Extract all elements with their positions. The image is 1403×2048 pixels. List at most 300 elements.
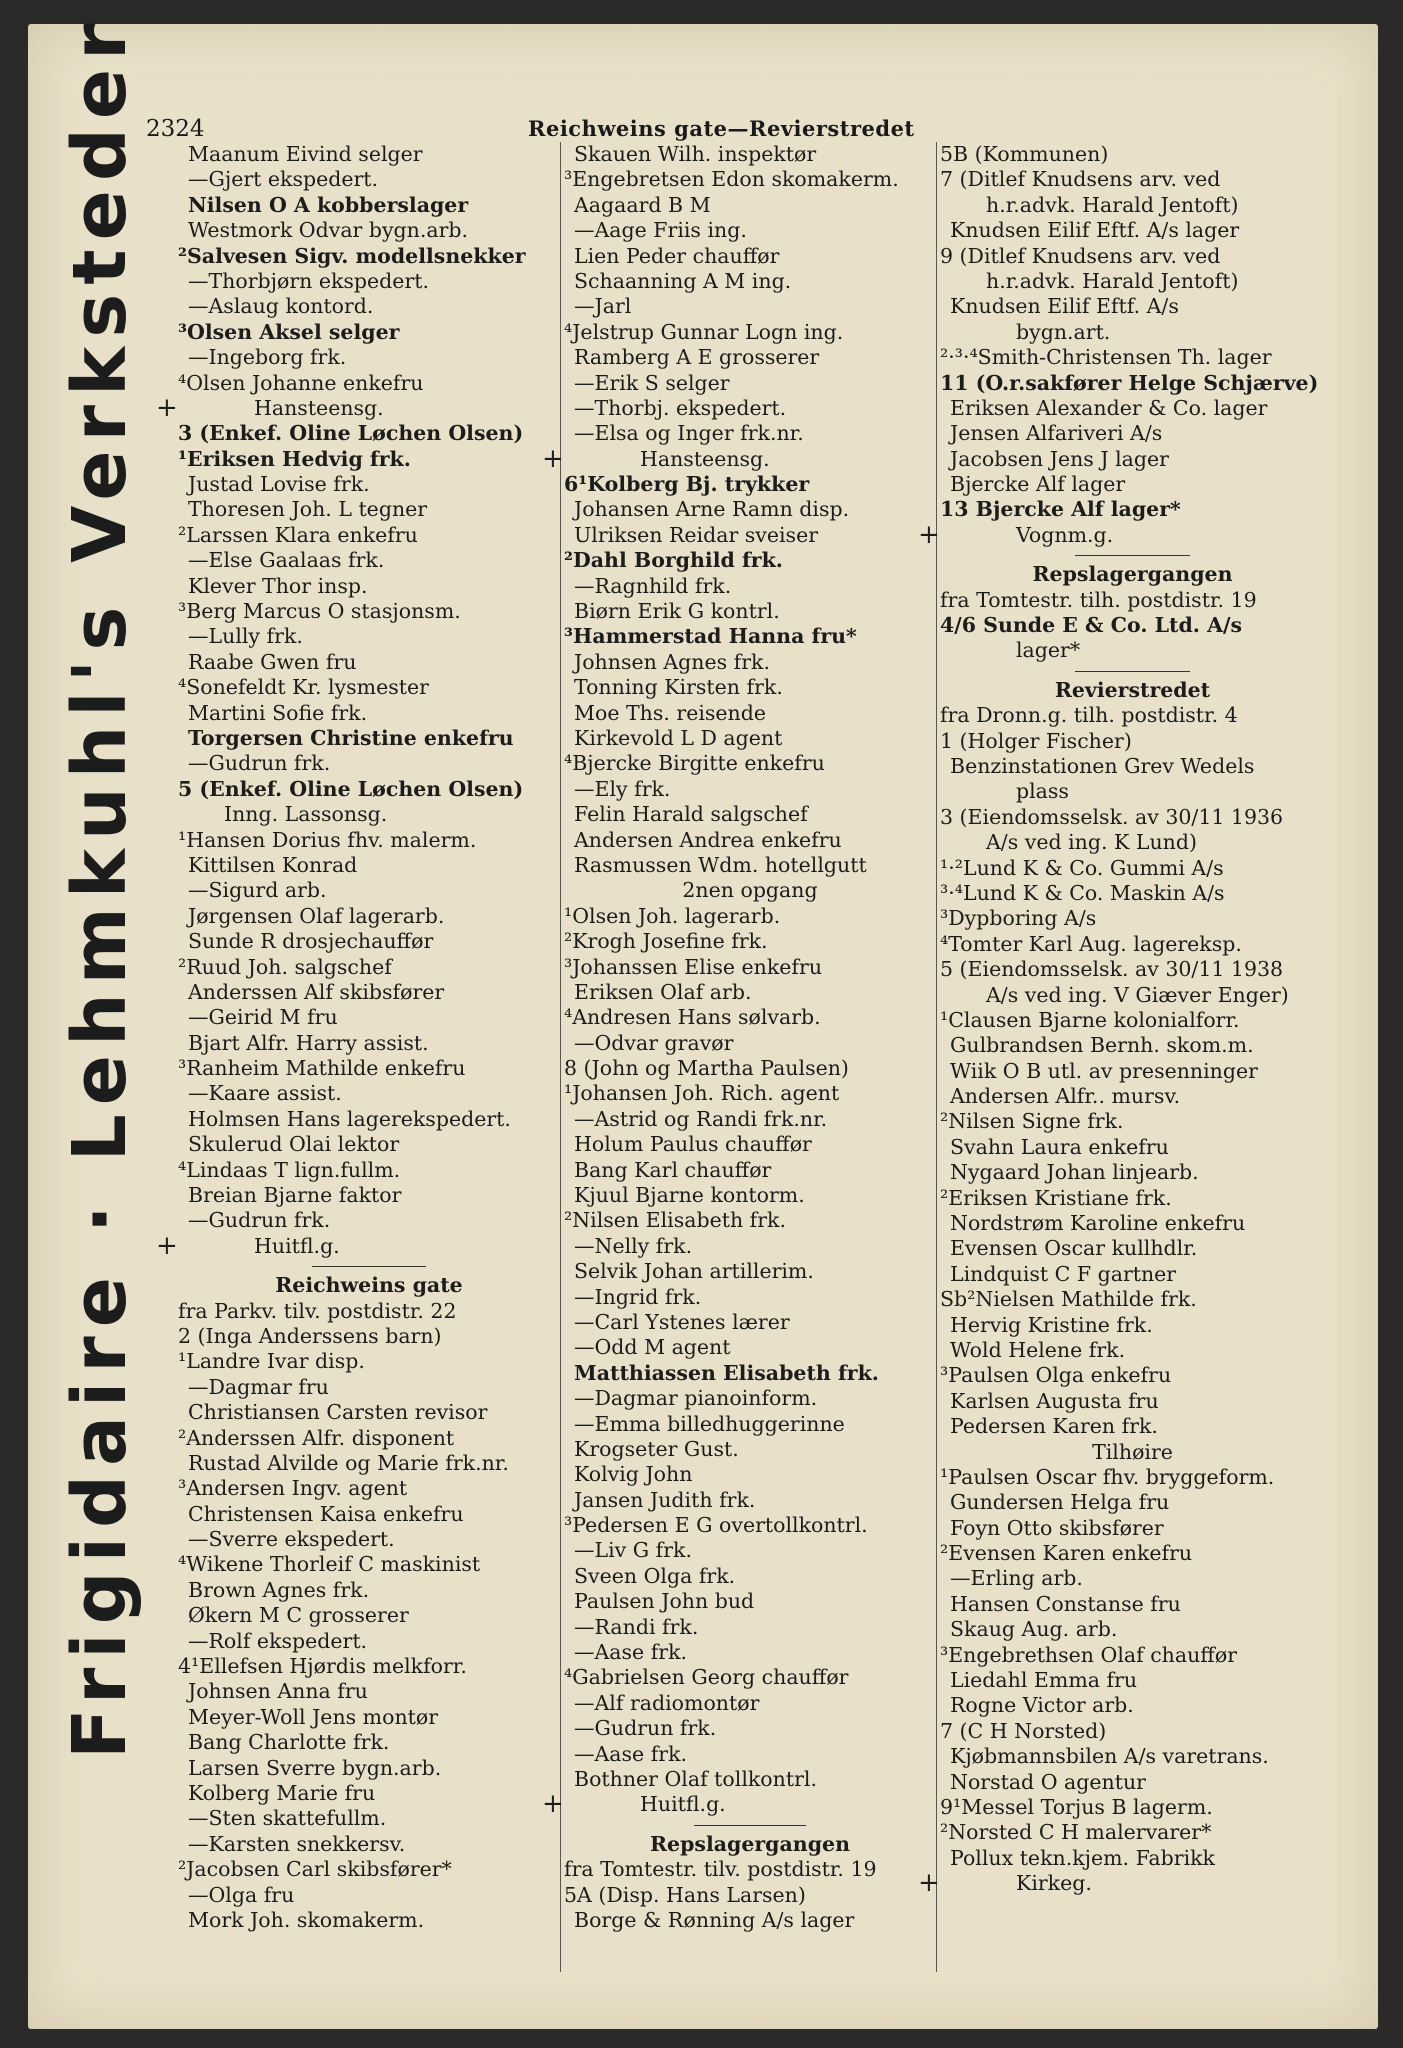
directory-entry [178,1654,560,1679]
directory-entry [564,1056,936,1081]
directory-entry [940,1693,1325,1718]
directory-entry [564,1005,936,1030]
street-heading [940,678,1325,703]
directory-entry [940,1363,1325,1388]
directory-entry [940,1109,1325,1134]
directory-entry [940,142,1325,167]
entry-text: 7 (C H Norsted) [940,1718,1107,1743]
directory-entry [940,588,1325,613]
entry-text: Mork Joh. skomakerm. [188,1907,425,1932]
directory-entry [940,1719,1325,1744]
street-heading [564,1832,936,1857]
entry-text: Schaanning A M ing. [574,268,792,293]
entry-text: ²Evensen Karen enkefru [940,1541,1193,1566]
entry-text: —Gjert ekspedert. [188,167,379,192]
directory-entry [564,929,936,954]
entry-text: plass [1016,779,1069,804]
entry-text: ²Ruud Joh. salgschef [178,954,392,979]
directory-entry [564,726,936,751]
entry-text: ⁴Tomter Karl Aug. lagereksp. [940,931,1242,956]
entry-text: —Gudrun frk. [188,751,331,776]
directory-entry [178,1349,560,1374]
entry-text: 7 (Ditlef Knudsens arv. ved [940,167,1221,192]
entry-text: Pollux tekn.kjem. Fabrikk [950,1845,1215,1870]
directory-entry [564,1310,936,1335]
entry-text: 5B (Kommunen) [940,142,1109,166]
directory-entry [564,244,936,269]
directory-entry [940,754,1325,779]
directory-entry [940,1389,1325,1414]
entry-text: —Randi frk. [574,1614,699,1639]
entry-text: ¹·²Lund K & Co. Gummi A/s [940,855,1224,880]
entry-text: 2 (Inga Anderssens barn) [178,1323,442,1348]
entry-text: —Geirid M fru [188,1005,338,1030]
directory-entry [940,1643,1325,1668]
entry-text: Paulsen John bud [574,1589,755,1614]
directory-entry [178,1603,560,1628]
directory-entry [178,218,560,243]
page-title: Reichweins gate—Revierstredet [528,116,915,141]
directory-entry [564,1488,936,1513]
entry-text: ²Nilsen Elisabeth frk. [564,1208,786,1233]
entry-text: 6¹Kolberg Bj. trykker [564,472,810,497]
directory-entry [940,1770,1325,1795]
directory-entry [564,802,936,827]
entry-text: Thoresen Joh. L tegner [188,497,428,522]
entry-text: Nilsen O A kobberslager [188,192,469,217]
entry-text: Wiik O B utl. av presenninger [950,1058,1258,1083]
entry-text: Martini Sofie frk. [188,700,368,725]
directory-entry [178,1552,560,1577]
directory-entry [178,1679,560,1704]
entry-text: Repslagergangen [1032,562,1233,587]
entry-text: ⁴Sonefeldt Kr. lysmester [178,675,429,700]
directory-entry [178,1883,560,1908]
street-heading [940,562,1325,587]
directory-entry [178,345,560,370]
cross-street-icon: + [156,1230,178,1261]
entry-text: ³Engebretsen Edon skomakerm. [564,167,899,192]
directory-entry [940,1008,1325,1033]
entry-text: Biørn Erik G kontrl. [574,599,780,624]
directory-entry [564,472,936,497]
directory-entry [940,1566,1325,1591]
directory-entry [940,371,1325,396]
section-divider [178,1259,560,1273]
entry-text: Moe Ths. reisende [574,700,767,725]
entry-text: ²Eriksen Kristiane frk. [940,1185,1172,1210]
entry-text: ¹Paulsen Oscar fhv. bryggeform. [940,1464,1275,1489]
entry-text: Tonning Kirsten frk. [574,675,783,700]
entry-text: h.r.advk. Harald Jentoft) [986,192,1239,217]
directory-entry [542,443,936,474]
entry-text: Kirkeg. [1016,1871,1092,1896]
entry-text: Revierstredet [1054,677,1211,702]
directory-entry [564,1716,936,1741]
column-3 [918,142,1325,1899]
entry-text: 4¹Ellefsen Hjørdis melkforr. [178,1654,467,1679]
entry-text: ²·³·⁴Smith-Christensen Th. lager [940,345,1272,370]
entry-text: ³Pedersen E G overtollkontrl. [564,1513,868,1538]
directory-entry [178,1132,560,1157]
entry-text: Jørgensen Olaf lagerarb. [188,903,445,928]
entry-text: Felin Harald salgschef [574,802,808,827]
directory-entry [178,371,560,396]
directory-entry [940,193,1325,218]
entry-text: Andersen Alfr.. mursv. [950,1084,1181,1109]
directory-entry [940,396,1325,421]
entry-text: Brown Agnes frk. [188,1577,370,1602]
column-1 [156,142,560,1933]
entry-text: Sveen Olga frk. [574,1563,736,1588]
entry-text: Hervig Kristine frk. [950,1312,1153,1337]
directory-entry [564,1437,936,1462]
entry-text: Rogne Victor arb. [950,1693,1134,1718]
entry-text: Rasmussen Wdm. hotellgutt [574,852,867,877]
entry-text: Lien Peder chauffør [574,243,780,268]
entry-text: Matthiassen Elisabeth frk. [574,1360,879,1385]
directory-entry [178,1857,560,1882]
directory-entry [156,392,560,423]
entry-text: Borge & Rønning A/s lager [574,1907,855,1932]
entry-text: —Erling arb. [950,1566,1083,1591]
directory-entry [564,269,936,294]
entry-text: Breian Bjarne faktor [188,1183,402,1208]
entry-text: Økern M C grosserer [188,1603,409,1628]
entry-text: ²Dahl Borghild frk. [564,548,783,573]
column-2 [542,142,936,1933]
street-heading [178,1273,560,1298]
directory-entry [178,650,560,675]
entry-text: Nordstrøm Karoline enkefru [950,1211,1246,1236]
directory-entry [564,1081,936,1106]
directory-entry [564,1031,936,1056]
directory-entry [178,1629,560,1654]
entry-text: 5 (Enkef. Oline Løchen Olsen) [178,776,524,801]
directory-entry [564,1132,936,1157]
directory-entry [940,447,1325,472]
directory-entry [940,856,1325,881]
directory-entry [564,675,936,700]
directory-entry [564,421,936,446]
cross-street-icon: + [542,443,564,474]
entry-text: Kirkevold L D agent [574,725,783,750]
directory-entry [178,904,560,929]
directory-entry [178,269,560,294]
entry-text: Hansen Constanse fru [950,1591,1181,1616]
entry-text: fra Tomtestr. tilh. postdistr. 19 [940,587,1257,612]
directory-entry [940,1795,1325,1820]
directory-entry [178,1832,560,1857]
directory-entry [564,955,936,980]
directory-entry [178,574,560,599]
entry-text: —Jarl [574,294,632,319]
entry-text: A/s ved ing. K Lund) [986,830,1197,855]
directory-entry [178,294,560,319]
entry-text: Rustad Alvilde og Marie frk.nr. [188,1450,509,1475]
entry-text: Bjart Alfr. Harry assist. [188,1030,429,1055]
entry-text: —Carl Ystenes lærer [574,1309,790,1334]
directory-entry [564,777,936,802]
directory-entry [564,1615,936,1640]
entry-text: Gundersen Helga fru [950,1490,1170,1515]
directory-entry [564,497,936,522]
entry-text: —Elsa og Inger frk.nr. [574,421,804,446]
entry-text: Tilhøire [1092,1439,1173,1464]
entry-text: Meyer-Woll Jens montør [188,1704,439,1729]
directory-entry [940,218,1325,243]
entry-text: Jansen Judith frk. [574,1487,756,1512]
entry-text: —Karsten snekkersv. [188,1831,406,1856]
section-divider [940,548,1325,562]
directory-entry [564,1386,936,1411]
directory-entry [940,1135,1325,1160]
directory-entry [940,1516,1325,1541]
entry-text: —Dagmar pianoinform. [574,1386,818,1411]
entry-text: fra Dronn.g. tilh. postdistr. 4 [940,703,1238,728]
directory-entry [564,1640,936,1665]
sidebar-advert [40,14,160,1804]
entry-text: —Aage Friis ing. [574,218,747,243]
entry-text: Skulerud Olai lektor [188,1132,400,1157]
directory-entry [178,1578,560,1603]
entry-text: ³Paulsen Olga enkefru [940,1363,1172,1388]
entry-text: ⁴Bjercke Birgitte enkefru [564,751,825,776]
directory-entry [178,751,560,776]
directory-entry [940,983,1325,1008]
directory-entry [178,701,560,726]
entry-text: 1 (Holger Fischer) [940,728,1132,753]
entry-text: Huitfl.g. [254,1233,340,1258]
entry-text: Norstad O agentur [950,1769,1146,1794]
directory-entry [564,599,936,624]
entry-text: ³·⁴Lund K & Co. Maskin A/s [940,880,1225,905]
entry-text: Sb²Nielsen Mathilde frk. [940,1287,1197,1312]
directory-entry [178,167,560,192]
entry-text: Bothner Olaf tollkontrl. [574,1767,817,1791]
entry-text: Reichweins gate [275,1273,463,1298]
directory-entry [940,1617,1325,1642]
directory-entry [564,294,936,319]
entry-text: Andersen Andrea enkefru [574,827,842,852]
entry-text: ¹Eriksen Hedvig frk. [178,446,411,471]
directory-entry [564,904,936,929]
entry-text: Christensen Kaisa enkefru [188,1501,464,1526]
directory-entry [178,193,560,218]
entry-text: ³Dypboring A/s [940,906,1097,931]
entry-text: ¹Johansen Joh. Rich. agent [564,1081,840,1106]
entry-text: Nygaard Johan linjearb. [950,1160,1199,1185]
entry-text: Evensen Oscar kullhdlr. [950,1236,1198,1261]
directory-entry [940,805,1325,830]
entry-text: Ulriksen Reidar sveiser [574,522,819,547]
directory-entry [940,1744,1325,1769]
directory-entry [178,472,560,497]
directory-entry [564,523,936,548]
entry-text: ²Salvesen Sigv. modellsnekker [178,243,526,268]
entry-text: ⁴Olsen Johanne enkefru [178,370,424,395]
directory-entry [564,1285,936,1310]
entry-text: —Lully frk. [188,624,303,649]
entry-text: —Erik S selger [574,370,730,395]
entry-text: 8 (John og Martha Paulsen) [564,1056,849,1081]
directory-entry [178,1400,560,1425]
directory-entry [940,1211,1325,1236]
directory-entry [178,1426,560,1451]
entry-text: ³Ranheim Mathilde enkefru [178,1056,466,1081]
directory-entry [178,929,560,954]
directory-entry [178,548,560,573]
entry-text: fra Parkv. tilv. postdistr. 22 [178,1298,457,1323]
directory-entry [940,345,1325,370]
directory-entry [178,675,560,700]
entry-text: Selvik Johan artillerim. [574,1259,814,1284]
entry-text: Ramberg A E grosserer [574,345,820,370]
directory-entry [564,1883,936,1908]
entry-text: 5 (Eiendomsselsk. av 30/11 1938 [940,957,1284,982]
entry-text: h.r.advk. Harald Jentoft) [986,268,1239,293]
entry-text: —Rolf ekspedert. [188,1628,368,1653]
directory-entry [564,1158,936,1183]
directory-entry [564,345,936,370]
entry-text: —Sten skattefullm. [188,1806,387,1831]
directory-entry [564,1335,936,1360]
advert-text: Frigidaire · Lehmkuhl's Verksteder [57,14,143,1759]
directory-entry [178,828,560,853]
directory-entry [564,878,936,903]
directory-entry [940,1084,1325,1109]
directory-entry [178,447,560,472]
directory-entry [940,497,1325,522]
directory-entry [178,244,560,269]
entry-text: Holmsen Hans lagerekspedert. [188,1106,511,1131]
entry-text: Christiansen Carsten revisor [188,1400,488,1425]
directory-entry [178,1299,560,1324]
directory-entry [940,1236,1325,1261]
entry-text: Klever Thor insp. [188,573,368,598]
entry-text: —Thorbjørn ekspedert. [188,268,429,293]
directory-entry [918,1868,1325,1899]
entry-text: Jacobsen Jens J lager [950,446,1169,471]
entry-text: bygn.art. [1016,319,1111,344]
entry-text: Kittilsen Konrad [188,852,358,877]
directory-entry [564,1857,936,1882]
entry-text: Aagaard B M [574,192,711,217]
entry-text: 2nen opgang [682,878,818,903]
entry-text: Hansteensg. [640,446,770,471]
entry-text: Benzinstationen Grev Wedels [950,753,1255,778]
entry-text: Knudsen Eilif Eftf. A/s lager [950,218,1240,243]
cross-street-icon: + [542,1789,564,1820]
entry-text: ³Hammerstad Hanna fru* [564,624,857,649]
entry-text: ⁴Lindaas T lign.fullm. [178,1157,401,1182]
directory-entry [940,957,1325,982]
directory-entry [178,142,560,167]
directory-entry [564,751,936,776]
directory-entry [178,878,560,903]
directory-entry [178,1451,560,1476]
entry-text: ⁴Gabrielsen Georg chauffør [564,1665,849,1690]
directory-entry [940,1846,1325,1871]
directory-entry [564,1412,936,1437]
directory-entry [178,1756,560,1781]
directory-entry [940,613,1325,638]
entry-text: Lindquist C F gartner [950,1261,1177,1286]
directory-entry [564,218,936,243]
directory-entry [940,1440,1325,1465]
entry-text: —Alf radiomontør [574,1690,760,1715]
directory-entry [564,1183,936,1208]
directory-entry [564,1589,936,1614]
entry-text: —Odvar gravør [574,1030,734,1055]
entry-text: Eriksen Olaf arb. [574,979,752,1004]
cross-street-icon: + [156,392,178,423]
directory-entry [178,1502,560,1527]
directory-entry [178,1476,560,1501]
directory-entry [178,1183,560,1208]
directory-entry [564,980,936,1005]
entry-text: —Gudrun frk. [188,1208,331,1233]
directory-entry [564,1208,936,1233]
directory-entry [564,1513,936,1538]
entry-text: ¹Hansen Dorius fhv. malerm. [178,827,477,852]
entry-text: Johnsen Agnes frk. [574,649,770,674]
directory-entry [940,320,1325,345]
directory-entry [940,1668,1325,1693]
directory-entry [564,828,936,853]
directory-entry [178,1375,560,1400]
entry-text: Kolberg Marie fru [188,1781,376,1805]
entry-text: ³Olsen Aksel selger [178,319,400,344]
directory-entry [178,523,560,548]
entry-text: —Ely frk. [574,776,671,801]
column-divider-2 [936,142,937,1972]
directory-entry [178,1056,560,1081]
entry-text: Johnsen Anna fru [188,1679,368,1704]
entry-text: Jensen Alfariveri A/s [950,421,1163,446]
directory-entry [940,906,1325,931]
directory-entry [564,1361,936,1386]
entry-text: Wold Helene frk. [950,1337,1126,1362]
directory-entry [564,167,936,192]
directory-entry [940,1414,1325,1439]
entry-text: Foyn Otto skibsfører [950,1515,1164,1540]
directory-entry [178,853,560,878]
entry-text: —Liv G frk. [574,1538,692,1563]
entry-text: Skaug Aug. arb. [950,1617,1118,1642]
directory-entry [178,497,560,522]
entry-text: ³Johanssen Elise enkefru [564,954,823,979]
directory-entry [940,269,1325,294]
directory-entry [178,1324,560,1349]
entry-text: Karlsen Augusta fru [950,1388,1159,1413]
entry-text: lager* [1016,638,1081,663]
directory-entry [940,1490,1325,1515]
directory-entry [940,1033,1325,1058]
directory-entry [178,1208,560,1233]
entry-text: ²Anderssen Alfr. disponent [178,1425,455,1450]
directory-entry [178,421,560,446]
cross-street-icon: + [918,1868,940,1899]
directory-entry [178,1031,560,1056]
entry-text: —Kaare assist. [188,1081,342,1106]
directory-entry [940,244,1325,269]
directory-entry [940,1338,1325,1363]
directory-entry [940,1592,1325,1617]
directory-entry [940,294,1325,319]
directory-entry [178,1705,560,1730]
directory-entry [178,624,560,649]
